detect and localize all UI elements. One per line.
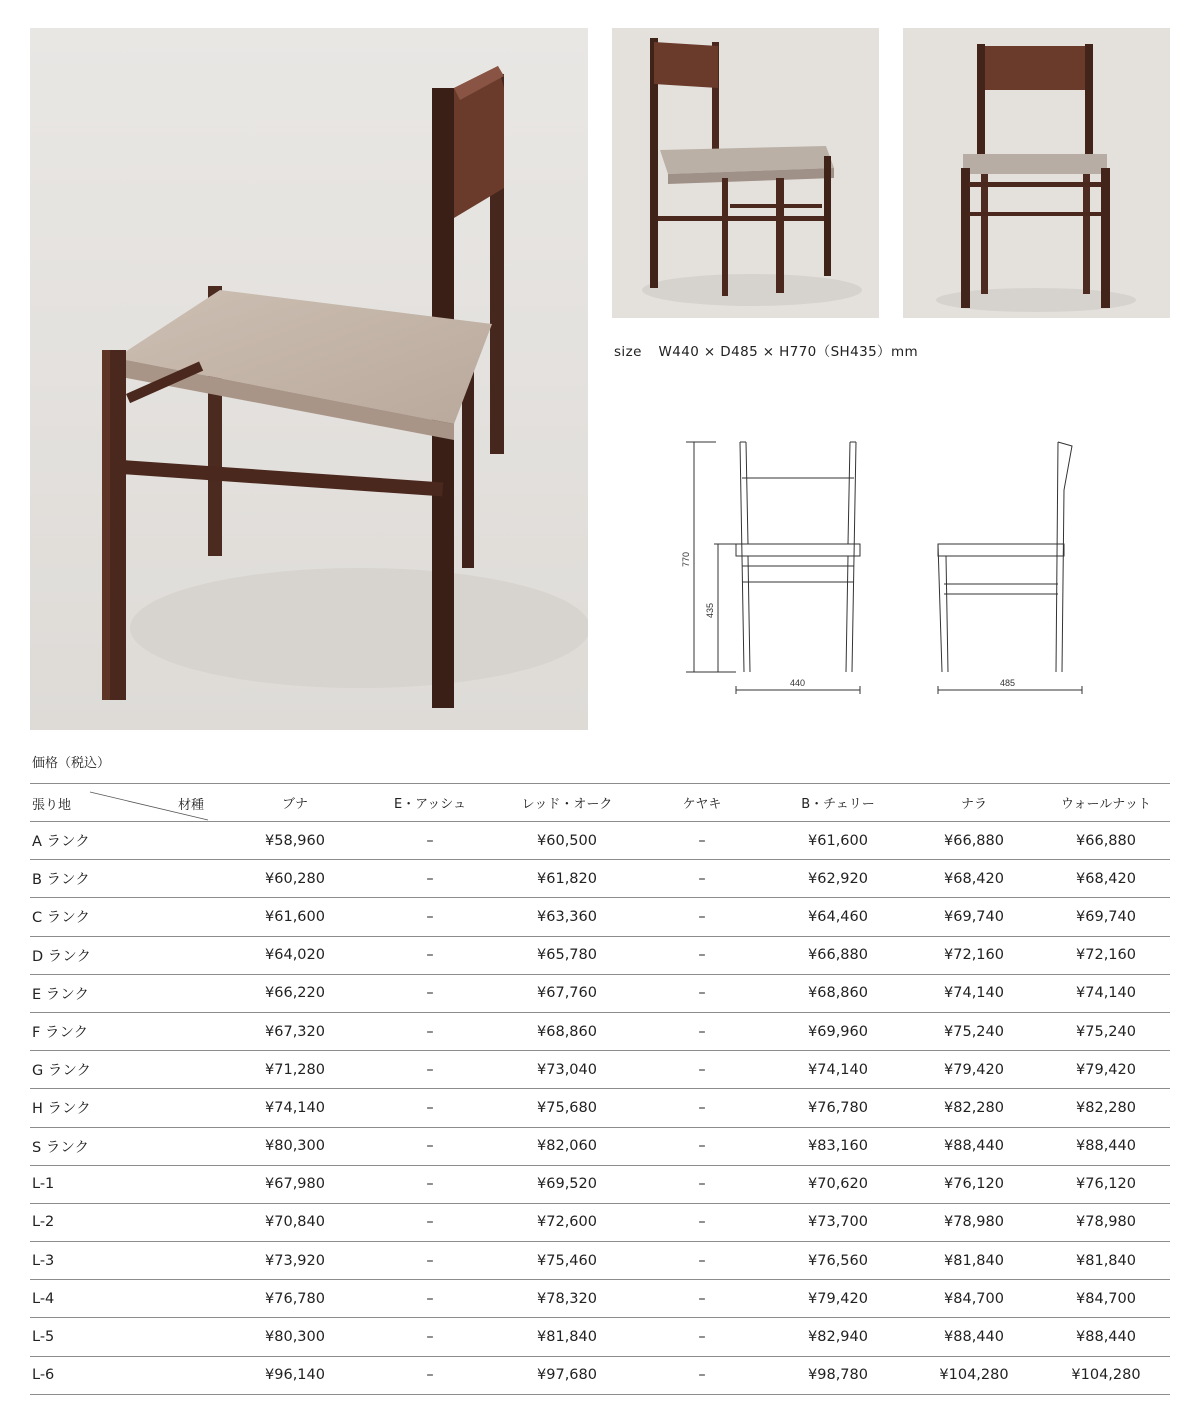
price-cell: ¥81,840 <box>500 1318 634 1356</box>
price-cell: ¥67,320 <box>230 1012 360 1050</box>
price-cell: ¥88,440 <box>906 1318 1042 1356</box>
price-cell: – <box>634 1012 770 1050</box>
size-value: W440 × D485 × H770（SH435）mm <box>658 344 919 360</box>
price-cell: ¥69,960 <box>770 1012 906 1050</box>
rank-cell: H ランク <box>30 1089 230 1127</box>
price-cell: – <box>360 1051 500 1089</box>
rank-cell: L-1 <box>30 1165 230 1203</box>
price-cell: ¥66,880 <box>906 822 1042 860</box>
price-cell: ¥74,140 <box>906 974 1042 1012</box>
price-cell: – <box>360 898 500 936</box>
price-cell: – <box>634 1318 770 1356</box>
price-cell: ¥62,920 <box>770 860 906 898</box>
price-cell: ¥97,680 <box>500 1356 634 1394</box>
price-cell: – <box>360 822 500 860</box>
price-cell: ¥96,140 <box>230 1356 360 1394</box>
price-cell: ¥61,820 <box>500 860 634 898</box>
price-cell: – <box>360 1356 500 1394</box>
chair-photo-main <box>30 28 588 730</box>
price-cell: ¥78,980 <box>906 1203 1042 1241</box>
material-header: B・チェリー <box>770 784 906 822</box>
table-row <box>30 860 1170 898</box>
price-cell: – <box>360 1127 500 1165</box>
price-cell: ¥65,780 <box>500 936 634 974</box>
price-cell: ¥82,280 <box>1042 1089 1170 1127</box>
price-cell: ¥79,420 <box>906 1051 1042 1089</box>
table-row <box>30 1089 1170 1127</box>
rank-cell: C ランク <box>30 898 230 936</box>
price-cell: ¥61,600 <box>230 898 360 936</box>
price-cell: – <box>634 1356 770 1394</box>
price-cell: ¥79,420 <box>1042 1051 1170 1089</box>
price-cell: ¥70,840 <box>230 1203 360 1241</box>
table-row <box>30 822 1170 860</box>
rank-cell: L-2 <box>30 1203 230 1241</box>
price-cell: ¥70,620 <box>770 1165 906 1203</box>
price-cell: ¥75,240 <box>906 1012 1042 1050</box>
table-row <box>30 1165 1170 1203</box>
price-cell: ¥72,160 <box>1042 936 1170 974</box>
rank-cell: L-3 <box>30 1242 230 1280</box>
price-cell: ¥88,440 <box>906 1127 1042 1165</box>
price-cell: ¥68,860 <box>500 1012 634 1050</box>
price-cell: ¥73,920 <box>230 1242 360 1280</box>
price-cell: ¥78,980 <box>1042 1203 1170 1241</box>
price-cell: ¥71,280 <box>230 1051 360 1089</box>
price-cell: ¥73,040 <box>500 1051 634 1089</box>
price-cell: ¥66,220 <box>230 974 360 1012</box>
price-cell: ¥79,420 <box>770 1280 906 1318</box>
corner-upholstery-label: 張り地 <box>32 798 72 813</box>
price-cell: ¥61,600 <box>770 822 906 860</box>
price-cell: ¥76,780 <box>770 1089 906 1127</box>
price-cell: – <box>634 1203 770 1241</box>
price-cell: ¥83,160 <box>770 1127 906 1165</box>
price-cell: – <box>634 1280 770 1318</box>
price-cell: ¥67,760 <box>500 974 634 1012</box>
price-cell: – <box>634 898 770 936</box>
price-cell: ¥80,300 <box>230 1127 360 1165</box>
table-row <box>30 1012 1170 1050</box>
price-cell: – <box>360 1012 500 1050</box>
price-cell: – <box>634 1165 770 1203</box>
size-label: size <box>614 344 642 360</box>
rank-cell: F ランク <box>30 1012 230 1050</box>
price-table <box>30 783 1170 1395</box>
dim-height-total: 770 <box>681 551 691 567</box>
price-cell: ¥69,740 <box>1042 898 1170 936</box>
table-row <box>30 1051 1170 1089</box>
dim-depth: 485 <box>1000 678 1016 688</box>
dim-width: 440 <box>790 678 806 688</box>
price-cell: ¥82,060 <box>500 1127 634 1165</box>
table-row <box>30 1127 1170 1165</box>
material-header: ナラ <box>906 784 1042 822</box>
price-cell: ¥67,980 <box>230 1165 360 1203</box>
corner-cell <box>30 784 230 822</box>
price-cell: – <box>360 1318 500 1356</box>
price-cell: – <box>634 1089 770 1127</box>
price-cell: – <box>360 1165 500 1203</box>
material-header: レッド・オーク <box>500 784 634 822</box>
rank-cell: L-5 <box>30 1318 230 1356</box>
rank-cell: B ランク <box>30 860 230 898</box>
table-row <box>30 936 1170 974</box>
rank-cell: A ランク <box>30 822 230 860</box>
price-cell: – <box>634 1051 770 1089</box>
price-cell: ¥64,020 <box>230 936 360 974</box>
price-cell: ¥82,940 <box>770 1318 906 1356</box>
price-cell: ¥84,700 <box>906 1280 1042 1318</box>
price-cell: – <box>360 974 500 1012</box>
price-cell: ¥58,960 <box>230 822 360 860</box>
price-cell: ¥66,880 <box>1042 822 1170 860</box>
price-cell: ¥82,280 <box>906 1089 1042 1127</box>
price-cell: – <box>360 860 500 898</box>
price-cell: – <box>360 1203 500 1241</box>
material-header: ウォールナット <box>1042 784 1170 822</box>
table-row <box>30 1356 1170 1394</box>
price-cell: – <box>634 1242 770 1280</box>
rank-cell: G ランク <box>30 1051 230 1089</box>
price-cell: ¥68,420 <box>906 860 1042 898</box>
table-row <box>30 898 1170 936</box>
table-row <box>30 1280 1170 1318</box>
dimension-drawing <box>680 432 1100 704</box>
price-cell: ¥81,840 <box>1042 1242 1170 1280</box>
price-cell: ¥72,600 <box>500 1203 634 1241</box>
price-cell: ¥75,680 <box>500 1089 634 1127</box>
table-row <box>30 1318 1170 1356</box>
price-cell: – <box>360 1280 500 1318</box>
price-cell: ¥73,700 <box>770 1203 906 1241</box>
price-cell: ¥88,440 <box>1042 1318 1170 1356</box>
price-cell: ¥66,880 <box>770 936 906 974</box>
price-cell: ¥74,140 <box>770 1051 906 1089</box>
rank-cell: D ランク <box>30 936 230 974</box>
price-cell: ¥104,280 <box>1042 1356 1170 1394</box>
price-caption: 価格（税込） <box>32 756 111 771</box>
price-cell: ¥72,160 <box>906 936 1042 974</box>
price-cell: – <box>360 936 500 974</box>
price-cell: ¥76,780 <box>230 1280 360 1318</box>
price-cell: ¥78,320 <box>500 1280 634 1318</box>
table-row <box>30 974 1170 1012</box>
rank-cell: L-6 <box>30 1356 230 1394</box>
price-cell: – <box>634 822 770 860</box>
material-header: ケヤキ <box>634 784 770 822</box>
price-cell: ¥76,120 <box>1042 1165 1170 1203</box>
price-cell: – <box>634 860 770 898</box>
corner-material-label: 材種 <box>178 798 205 813</box>
price-cell: ¥76,560 <box>770 1242 906 1280</box>
chair-photo-front-angle <box>612 28 879 318</box>
price-cell: ¥75,460 <box>500 1242 634 1280</box>
price-cell: ¥81,840 <box>906 1242 1042 1280</box>
price-cell: – <box>634 936 770 974</box>
price-cell: ¥104,280 <box>906 1356 1042 1394</box>
price-cell: ¥75,240 <box>1042 1012 1170 1050</box>
price-cell: – <box>360 1089 500 1127</box>
price-cell: ¥76,120 <box>906 1165 1042 1203</box>
table-row <box>30 1203 1170 1241</box>
size-spec <box>614 340 918 360</box>
price-cell: ¥68,860 <box>770 974 906 1012</box>
chair-photo-front <box>903 28 1170 318</box>
price-cell: ¥68,420 <box>1042 860 1170 898</box>
price-cell: ¥80,300 <box>230 1318 360 1356</box>
price-cell: ¥74,140 <box>1042 974 1170 1012</box>
price-cell: – <box>634 974 770 1012</box>
price-cell: – <box>360 1242 500 1280</box>
rank-cell: L-4 <box>30 1280 230 1318</box>
table-row <box>30 1242 1170 1280</box>
price-cell: ¥84,700 <box>1042 1280 1170 1318</box>
price-cell: ¥60,500 <box>500 822 634 860</box>
rank-cell: S ランク <box>30 1127 230 1165</box>
price-cell: ¥98,780 <box>770 1356 906 1394</box>
price-cell: – <box>634 1127 770 1165</box>
price-cell: ¥88,440 <box>1042 1127 1170 1165</box>
price-cell: ¥63,360 <box>500 898 634 936</box>
table-header-row <box>30 784 1170 822</box>
material-header: E・アッシュ <box>360 784 500 822</box>
price-table-body <box>30 822 1170 1395</box>
price-cell: ¥74,140 <box>230 1089 360 1127</box>
rank-cell: E ランク <box>30 974 230 1012</box>
dim-height-seat: 435 <box>705 602 715 618</box>
material-header: ブナ <box>230 784 360 822</box>
price-cell: ¥60,280 <box>230 860 360 898</box>
price-cell: ¥69,740 <box>906 898 1042 936</box>
price-cell: ¥69,520 <box>500 1165 634 1203</box>
price-cell: ¥64,460 <box>770 898 906 936</box>
